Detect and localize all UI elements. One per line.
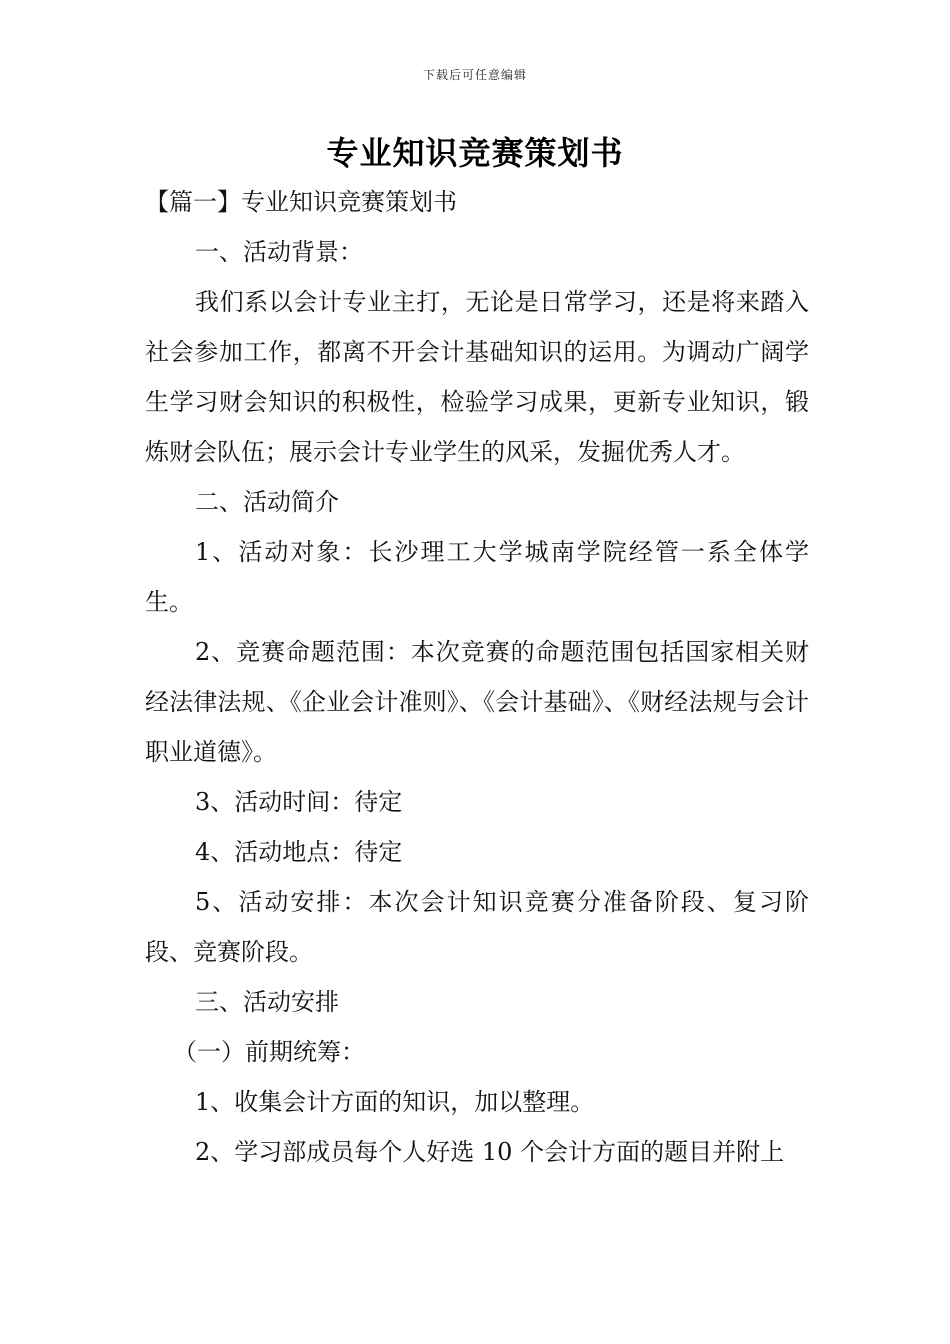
list-item: 3、活动时间：待定	[195, 788, 403, 816]
section-heading: 【篇一】专业知识竞赛策划书	[145, 188, 457, 216]
list-item: 4、活动地点：待定	[195, 838, 403, 866]
list-item: 2、竞赛命题范围：本次竞赛的命题范围包括国家相关财经法律法规、《企业会计准则》、《会计基础》、《财经法规与会计职业道德》。	[145, 638, 809, 766]
document-title: 专业知识竞赛策划书	[326, 134, 624, 172]
paragraph: 我们系以会计专业主打，无论是日常学习，还是将来踏入社会参加工作，都离不开会计基础知识的运用。为调动广阔学生学习财会知识的积极性，检验学习成果，更新专业知识，锻炼财会队伍；展示会计专业学生的风采，发掘优秀人才。	[145, 288, 809, 466]
list-item: 1、收集会计方面的知识，加以整理。	[195, 1088, 595, 1116]
list-item: 1、活动对象：长沙理工大学城南学院经管一系全体学生。	[145, 538, 809, 616]
list-item: 5、活动安排：本次会计知识竞赛分准备阶段、复习阶段、竞赛阶段。	[145, 888, 809, 966]
subsection-heading: 二、活动简介	[195, 488, 339, 516]
document-body	[145, 177, 809, 1177]
subsection-heading: 一、活动背景：	[195, 238, 363, 266]
header-note: 下载后可任意编辑	[422, 68, 527, 82]
list-item: 2、学习部成员每个人好选 10 个会计方面的题目并附上	[195, 1138, 785, 1166]
subsection-heading: （一）前期统筹：	[173, 1038, 365, 1066]
subsection-heading: 三、活动安排	[195, 988, 339, 1016]
